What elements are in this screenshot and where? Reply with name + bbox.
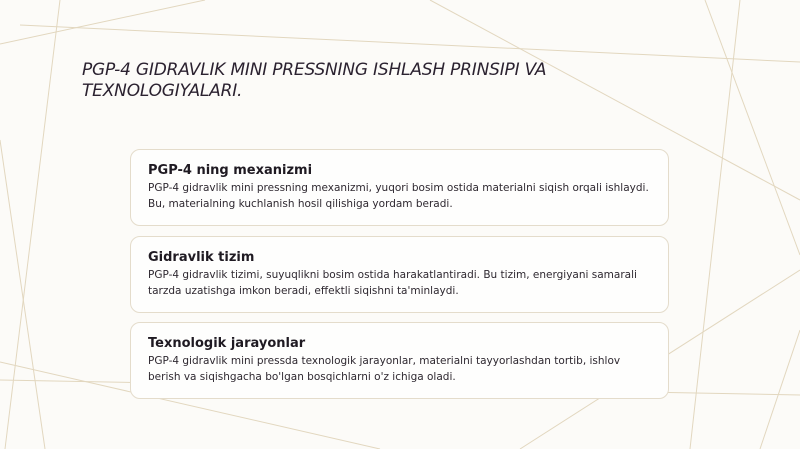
decor-line	[5, 0, 60, 449]
decor-line	[760, 330, 800, 449]
info-card-technological-processes	[130, 322, 669, 399]
card-text: PGP-4 gidravlik mini pressning mexanizmi, yuqori bosim ostida materialni siqish orqali ishlaydi. Bu, materialning kuchlanish hosil qilishiga yordam beradi.	[148, 182, 649, 210]
decor-line	[0, 140, 45, 449]
card-heading: PGP-4 ning mexanizmi	[148, 163, 313, 178]
info-card-hydraulic-system	[130, 236, 669, 313]
decor-line	[20, 25, 800, 62]
decor-line	[705, 0, 800, 255]
card-text: PGP-4 gidravlik tizimi, suyuqlikni bosim ostida harakatlantiradi. Bu tizim, energiyani samarali tarzda uzatishga imkon beradi, effektli siqishni ta'minlaydi.	[148, 269, 637, 297]
decor-line	[0, 0, 205, 44]
card-text: PGP-4 gidravlik mini pressda texnologik jarayonlar, materialni tayyorlashdan tortib, ishlov berish va siqishgacha bo'lgan bosqichlarni o'z ichiga oladi.	[148, 355, 621, 383]
info-card-mechanism	[130, 149, 669, 226]
card-heading: Gidravlik tizim	[148, 250, 255, 265]
card-heading: Texnologik jarayonlar	[148, 336, 306, 351]
decor-line	[690, 0, 740, 449]
slide-title: PGP-4 GIDRAVLIK MINI PRESSNING ISHLASH PRINSIPI VA TEXNOLOGIYALARI.	[82, 60, 547, 101]
